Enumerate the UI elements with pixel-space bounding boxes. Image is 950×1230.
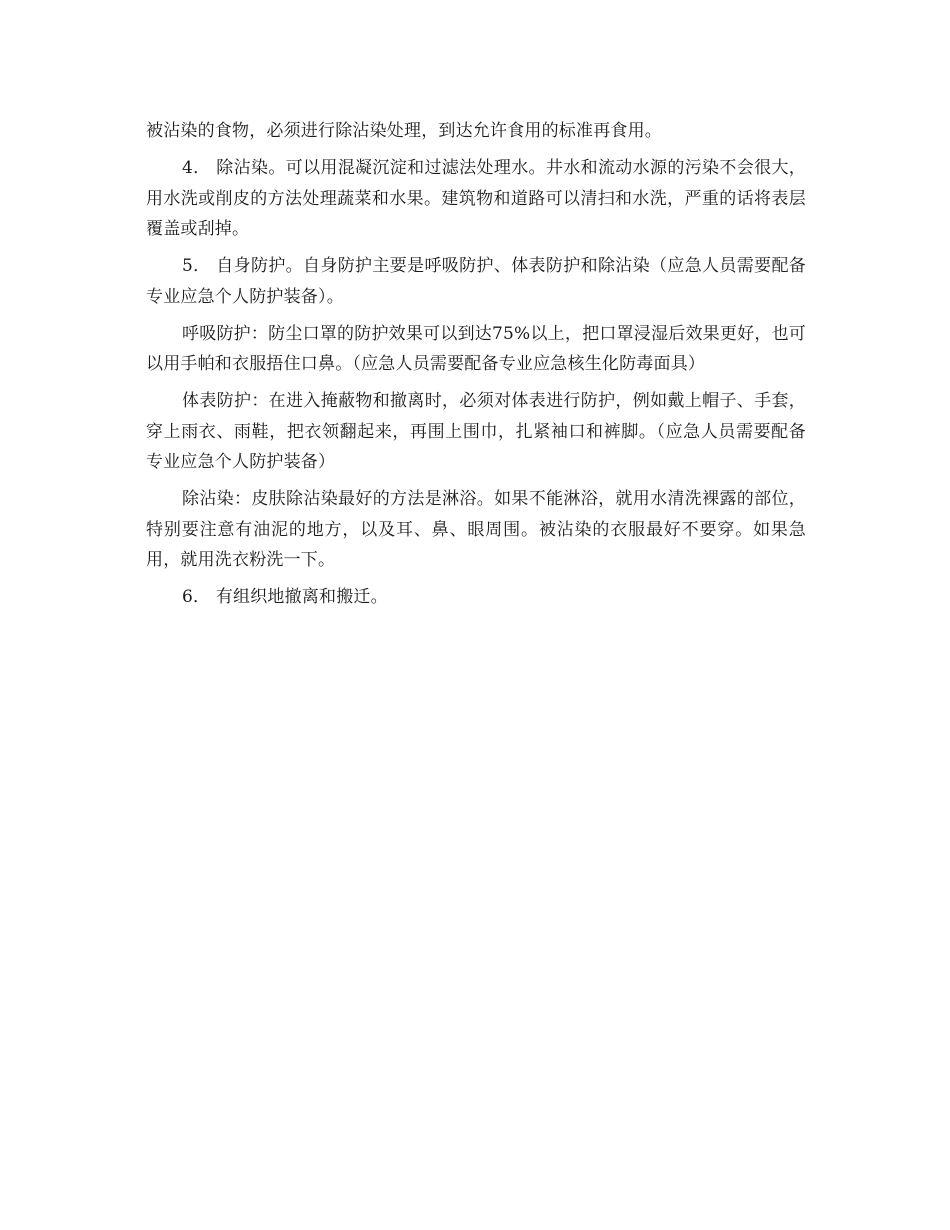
document-body	[146, 116, 806, 619]
paragraph-skin-decontamination: 除沾染：皮肤除沾染最好的方法是淋浴。如果不能淋浴，就用水清洗裸露的部位，特别要注意有油泥的地方，以及耳、鼻、眼周围。被沾染的衣服最好不要穿。如果急用，就用洗衣粉洗一下。	[146, 489, 806, 570]
paragraph-item-5-self-protection: 5． 自身防护。自身防护主要是呼吸防护、体表防护和除沾染（应急人员需要配备专业应急个人防护装备）。	[146, 256, 806, 307]
paragraph-item-6-evacuation: 6． 有组织地撤离和搬迁。	[182, 587, 388, 607]
paragraph-item-4-decontamination: 4． 除沾染。可以用混凝沉淀和过滤法处理水。井水和流动水源的污染不会很大，用水洗或削皮的方法处理蔬菜和水果。建筑物和道路可以清扫和水洗，严重的话将表层覆盖或刮掉。	[146, 158, 806, 239]
paragraph-respiratory-protection: 呼吸防护：防尘口罩的防护效果可以到达75%以上，把口罩浸湿后效果更好，也可以用手帕和衣服捂住口鼻。（应急人员需要配备专业应急核生化防毒面具）	[146, 323, 806, 374]
paragraph-food-decontamination: 被沾染的食物，必须进行除沾染处理，到达允许食用的标准再食用。	[146, 121, 662, 141]
paragraph-body-surface-protection: 体表防护：在进入掩蔽物和撤离时，必须对体表进行防护，例如戴上帽子、手套，穿上雨衣、雨鞋，把衣领翻起来，再围上围巾，扎紧袖口和裤脚。（应急人员需要配备专业应急个人防护装备）	[146, 391, 806, 472]
